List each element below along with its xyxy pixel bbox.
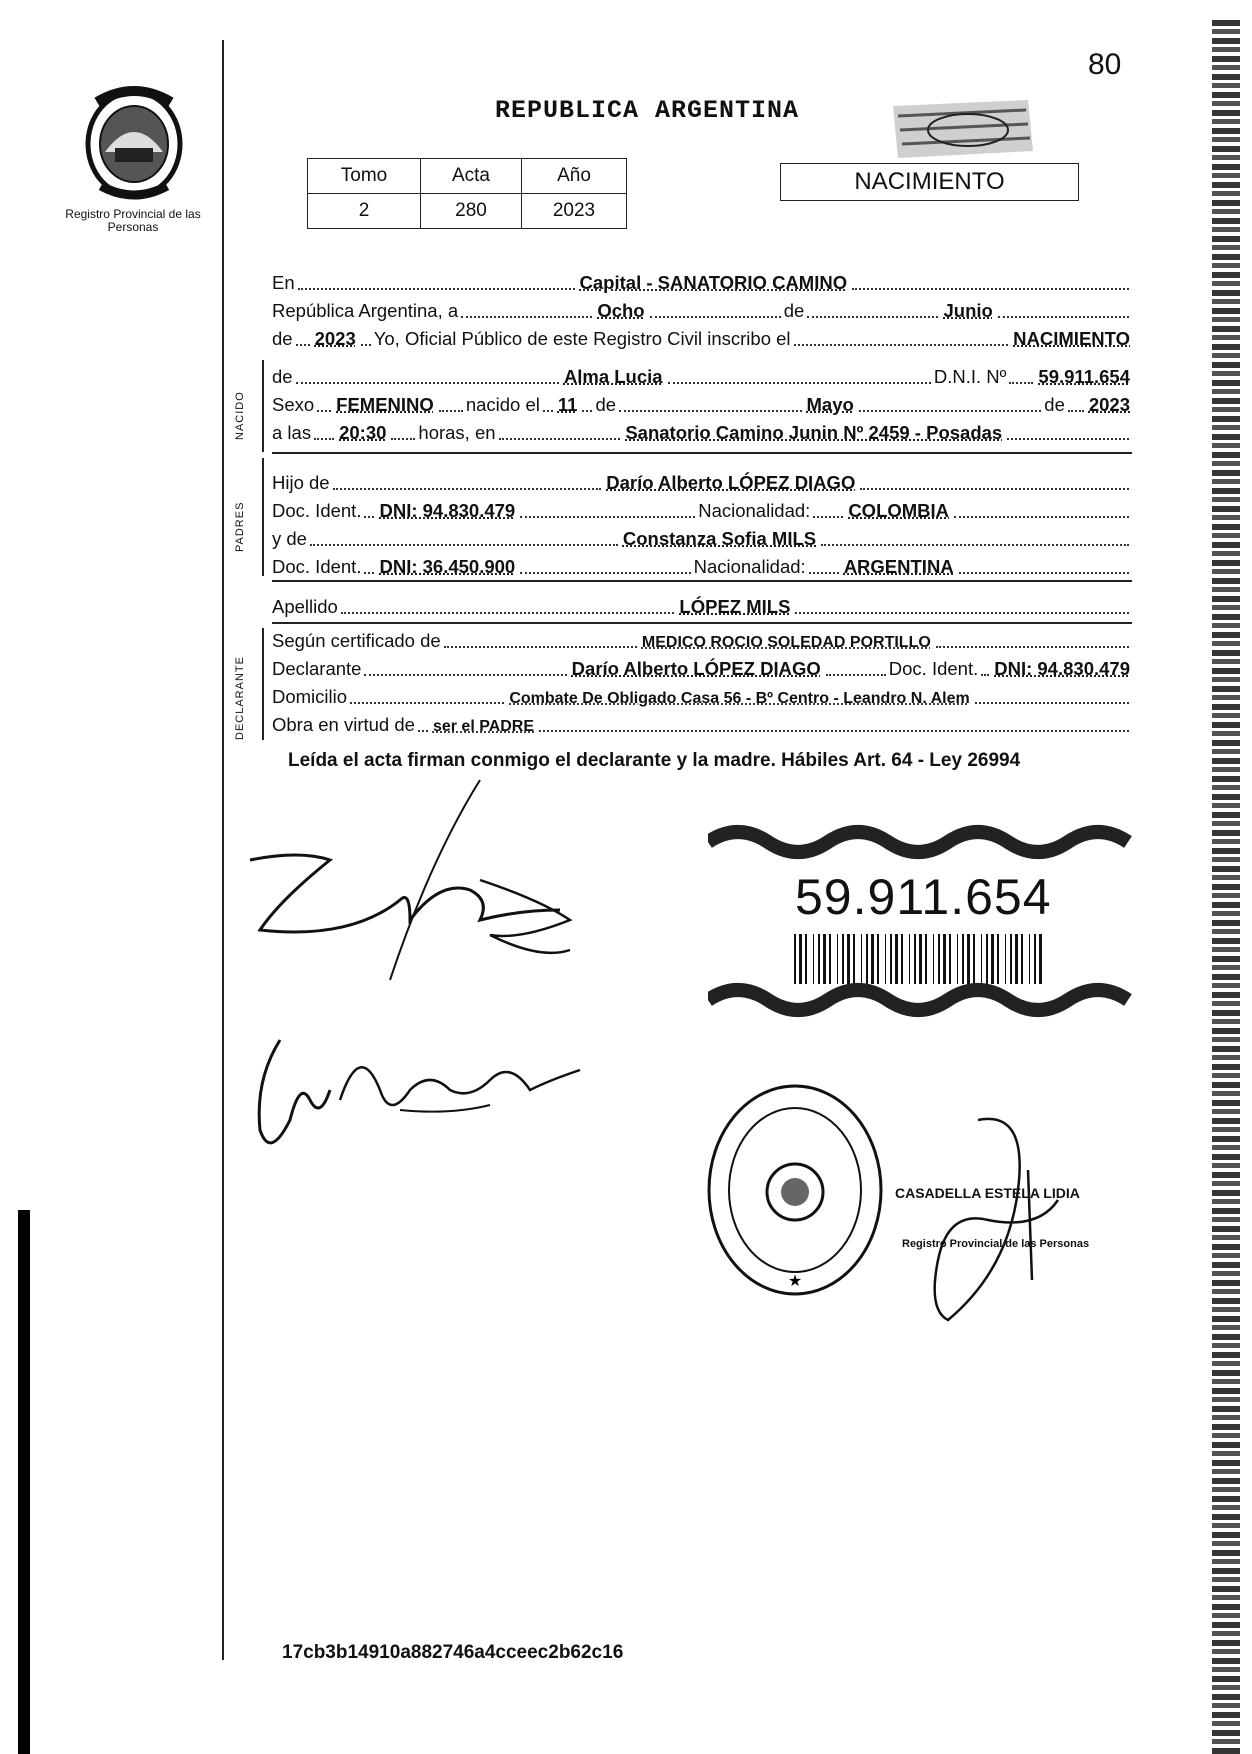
table-header: Año — [522, 159, 627, 194]
line-certificado — [272, 628, 1132, 652]
field-label: Hijo de — [272, 472, 330, 493]
line-hora — [272, 420, 1132, 444]
closing-statement: Leída el acta firman conmigo el declarante y la madre. Hábiles Art. 64 - Ley 26994 — [288, 750, 1021, 771]
line-padre — [272, 470, 1132, 494]
official-seal-icon — [700, 1080, 890, 1300]
field-value: COLOMBIA — [848, 500, 950, 521]
field-value: 2023 — [1088, 394, 1131, 415]
field-label: Apellido — [272, 596, 338, 617]
field-label: Domicilio — [272, 686, 348, 707]
document-hash: 17cb3b14910a882746a4cceec2b62c16 — [282, 1642, 624, 1663]
record-header-row — [308, 159, 627, 194]
field-label: de — [595, 394, 617, 415]
field-label: Obra en virtud de — [272, 714, 415, 735]
field-value: Ocho — [597, 300, 645, 321]
field-label: horas, en — [418, 422, 496, 443]
declarant-signature-icon — [240, 760, 600, 1010]
line-apellido — [272, 594, 1132, 618]
field-value: DNI: 94.830.479 — [379, 500, 516, 521]
field-label: Nacionalidad: — [693, 556, 806, 577]
dni-sticker-pattern-top-icon — [708, 822, 1158, 864]
left-margin-rule — [222, 40, 224, 1660]
table-cell: 280 — [421, 194, 522, 229]
line-sexo — [272, 392, 1132, 416]
table-cell: 2 — [308, 194, 421, 229]
dni-number-label: 59.911.654 — [795, 869, 1052, 925]
field-value: 2023 — [314, 328, 356, 349]
section-divider — [272, 622, 1132, 624]
field-value: 20:30 — [339, 422, 387, 443]
field-label: de — [783, 300, 805, 321]
field-label: nacido el — [465, 394, 540, 415]
logo-label: Registro Provincial de las Personas — [65, 207, 201, 234]
field-label: Nacionalidad: — [698, 500, 811, 521]
field-value: 59.911.654 — [1038, 366, 1130, 387]
mother-signature-icon — [250, 1020, 620, 1170]
field-label: Yo, Oficial Público de este Registro Civil inscribo el — [373, 328, 791, 349]
field-label: Doc. Ident. — [272, 500, 362, 521]
field-value: LÓPEZ MILS — [679, 596, 791, 617]
field-label: y de — [272, 528, 307, 549]
line-inscribo — [272, 326, 1132, 350]
field-value: NACIMIENTO — [1013, 328, 1130, 349]
document-title: REPUBLICA ARGENTINA — [495, 96, 800, 125]
field-value: Combate De Obligado Casa 56 - Bº Centro - Leandro N. Alem — [509, 690, 970, 707]
line-madre-doc — [272, 554, 1132, 578]
field-value: Sanatorio Camino Junin Nº 2459 - Posadas — [625, 422, 1003, 443]
field-label: República Argentina, a — [272, 300, 459, 321]
section-label-declarante: DECLARANTE — [234, 656, 246, 740]
record-value-row — [308, 194, 627, 229]
line-fecha — [272, 298, 1132, 322]
field-label: Doc. Ident. — [888, 658, 979, 679]
svg-text:★: ★ — [787, 1271, 803, 1290]
field-label: Sexo — [272, 394, 315, 415]
field-value: DNI: 36.450.900 — [379, 556, 516, 577]
record-table — [307, 158, 627, 229]
field-value: Mayo — [806, 394, 854, 415]
line-declarante — [272, 656, 1132, 680]
field-label: de — [272, 366, 293, 387]
field-label: En — [272, 272, 295, 293]
section-label-nacido: NACIDO — [234, 391, 246, 440]
line-obra — [272, 712, 1132, 736]
field-label: de — [272, 328, 293, 349]
dni-sticker-pattern-bottom-icon — [708, 980, 1158, 1022]
field-label: a las — [272, 422, 312, 443]
scan-edge-right — [1212, 20, 1240, 1754]
officer-name: CASADELLA ESTELA LIDIA — [895, 1185, 1080, 1201]
officer-signature-icon — [918, 1110, 1088, 1340]
fiscal-stamp-icon — [888, 96, 1038, 166]
provincial-emblem-icon — [75, 82, 193, 204]
table-header: Tomo — [308, 159, 421, 194]
section-label-padres: PADRES — [234, 501, 246, 552]
field-value: DNI: 94.830.479 — [994, 658, 1130, 679]
line-nombre — [272, 364, 1132, 388]
field-value: 11 — [557, 394, 578, 415]
officer-office: Registro Provincial de las Personas — [902, 1238, 1090, 1250]
table-cell: 2023 — [522, 194, 627, 229]
section-divider — [272, 580, 1132, 582]
field-value: ser el PADRE — [432, 718, 535, 735]
field-label: Doc. Ident. — [272, 556, 362, 577]
section-divider — [272, 452, 1132, 454]
line-madre — [272, 526, 1132, 550]
field-label: D.N.I. Nº — [933, 366, 1007, 387]
page-number: 80 — [1088, 48, 1122, 81]
scan-edge-left — [18, 1210, 30, 1754]
record-type-box: NACIMIENTO — [780, 163, 1079, 201]
line-padre-doc — [272, 498, 1132, 522]
field-value: MEDICO ROCIO SOLEDAD PORTILLO — [641, 634, 931, 651]
field-value: Darío Alberto LÓPEZ DIAGO — [606, 472, 856, 493]
field-value: Darío Alberto LÓPEZ DIAGO — [571, 658, 821, 679]
field-value: FEMENINO — [336, 394, 434, 415]
field-value: Constanza Sofia MILS — [622, 528, 817, 549]
field-label: Según certificado de — [272, 630, 441, 651]
line-en — [272, 270, 1132, 294]
field-label: de — [1044, 394, 1065, 415]
field-value: Junio — [943, 300, 993, 321]
line-domicilio — [272, 684, 1132, 708]
field-value: ARGENTINA — [843, 556, 954, 577]
field-value: Capital - SANATORIO CAMINO — [579, 272, 848, 293]
field-label: Declarante — [272, 658, 362, 679]
field-value: Alma Lucia — [563, 366, 663, 387]
table-header: Acta — [421, 159, 522, 194]
